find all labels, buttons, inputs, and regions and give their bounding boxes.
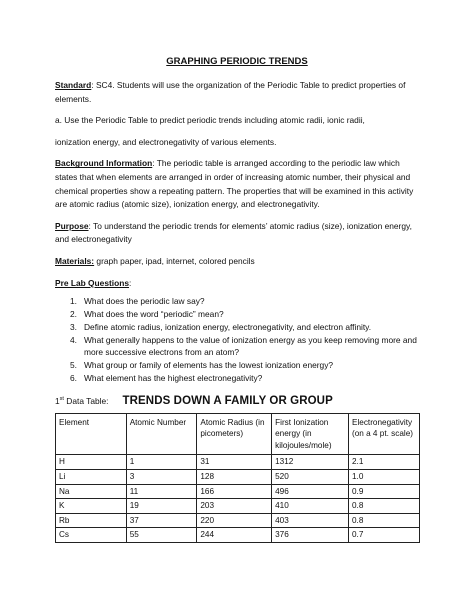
data-table: [55, 413, 420, 543]
background-paragraph: [55, 157, 419, 211]
table-cell: 0.8: [349, 513, 420, 528]
page-title: GRAPHING PERIODIC TRENDS: [166, 56, 308, 67]
question-number: 6.: [70, 372, 77, 383]
table-cell: 220: [197, 513, 272, 528]
column-header: Atomic Number: [126, 413, 197, 455]
table-cell: 520: [272, 470, 349, 485]
background-label: Background Information: [55, 158, 153, 169]
list-item: [55, 372, 419, 385]
table-cell: 166: [197, 484, 272, 499]
table-cell: 31: [197, 455, 272, 470]
standard-a-line1: a. Use the Periodic Table to predict periodic trends including atomic radii, ionic radii,: [55, 115, 365, 126]
column-header: Element: [56, 413, 127, 455]
table-cell: 244: [197, 528, 272, 543]
table-cell: 37: [126, 513, 197, 528]
prelab-heading: [55, 277, 419, 291]
table-row: [56, 499, 420, 514]
standard-label: Standard: [55, 80, 92, 90]
table-cell: 55: [126, 528, 197, 543]
table-cell: 1: [126, 455, 197, 470]
data-table-label-sup: st: [59, 395, 64, 402]
question-number: 1.: [70, 296, 77, 307]
table-cell: Rb: [56, 513, 127, 528]
list-item: [55, 359, 419, 372]
table-cell: 1.0: [349, 470, 420, 485]
list-item: [55, 295, 419, 308]
table-cell: K: [56, 499, 127, 514]
purpose-paragraph: [55, 220, 419, 247]
table-cell: Na: [56, 484, 127, 499]
question-text: What does the periodic law say?: [84, 296, 205, 307]
table-cell: 376: [272, 528, 349, 543]
question-number: 4.: [70, 334, 77, 345]
table-row: [56, 513, 420, 528]
table-row: [56, 528, 420, 543]
table-row: [56, 455, 420, 470]
question-number: 2.: [70, 308, 77, 319]
column-header: Atomic Radius (in picometers): [197, 413, 272, 455]
table-cell: 11: [126, 484, 197, 499]
table-cell: 3: [126, 470, 197, 485]
prelab-question-list: [55, 295, 419, 385]
table-cell: H: [56, 455, 127, 470]
data-table-heading: [55, 395, 419, 407]
prelab-label: Pre Lab Questions: [55, 277, 129, 288]
question-text: What generally happens to the value of ionization energy as you keep removing more and more successive electrons from an atom?: [84, 334, 417, 358]
question-text: What group or family of elements has the lowest ionization energy?: [84, 360, 334, 371]
question-text: What does the word “periodic” mean?: [84, 308, 224, 319]
table-row: [56, 484, 420, 499]
materials-label: Materials:: [55, 255, 95, 266]
list-item: [55, 334, 419, 360]
materials-text: graph paper, ipad, internet, colored pencils: [94, 255, 255, 266]
list-item: [55, 321, 419, 334]
table-cell: 410: [272, 499, 349, 514]
question-text: Define atomic radius, ionization energy, electronegativity, and electron affinity.: [84, 321, 372, 332]
standard-a-line2: ionization energy, and electronegativity of various elements.: [55, 136, 277, 147]
table-cell: 1312: [272, 455, 349, 470]
table-cell: 0.9: [349, 484, 420, 499]
purpose-text: : To understand the periodic trends for elements’ atomic radius (size), ionization energy, and electronegativity: [55, 220, 412, 245]
table-cell: 0.8: [349, 499, 420, 514]
table-cell: 203: [197, 499, 272, 514]
column-header: First Ionization energy (in kilojoules/mole): [272, 413, 349, 455]
standard-text: : SC4. Students will use the organization of the Periodic Table to predict properties of elements.: [55, 80, 406, 104]
question-number: 5.: [70, 360, 77, 371]
materials-paragraph: [55, 255, 419, 269]
table-cell: 403: [272, 513, 349, 528]
list-item: [55, 308, 419, 321]
column-header: Electronegativity (on a 4 pt. scale): [349, 413, 420, 455]
table-header-row: [56, 413, 420, 455]
table-cell: Cs: [56, 528, 127, 543]
prelab-suffix: :: [129, 277, 132, 288]
background-text: : The periodic table is arranged according to the periodic law which states that when elements are arranged in order of increasing atomic number, their physical and chemical properties show a repeating pattern. The properties that will be examined in this activity are atomic radius (atomic size), ionization energy, and electronegativity.: [55, 158, 414, 210]
data-table-label-number: 1: [55, 395, 60, 406]
table-cell: 19: [126, 499, 197, 514]
data-table-title: TRENDS DOWN A FAMILY OR GROUP: [122, 394, 333, 407]
table-row: [56, 470, 420, 485]
question-text: What element has the highest electronegativity?: [84, 372, 263, 383]
question-number: 3.: [70, 321, 77, 332]
table-cell: 128: [197, 470, 272, 485]
table-cell: 496: [272, 484, 349, 499]
purpose-label: Purpose: [55, 220, 89, 231]
table-cell: 0.7: [349, 528, 420, 543]
data-table-label-text: Data Table:: [63, 395, 109, 406]
data-table-label: [55, 396, 109, 406]
standard-paragraph: [55, 79, 419, 106]
table-cell: Li: [56, 470, 127, 485]
table-cell: 2.1: [349, 455, 420, 470]
